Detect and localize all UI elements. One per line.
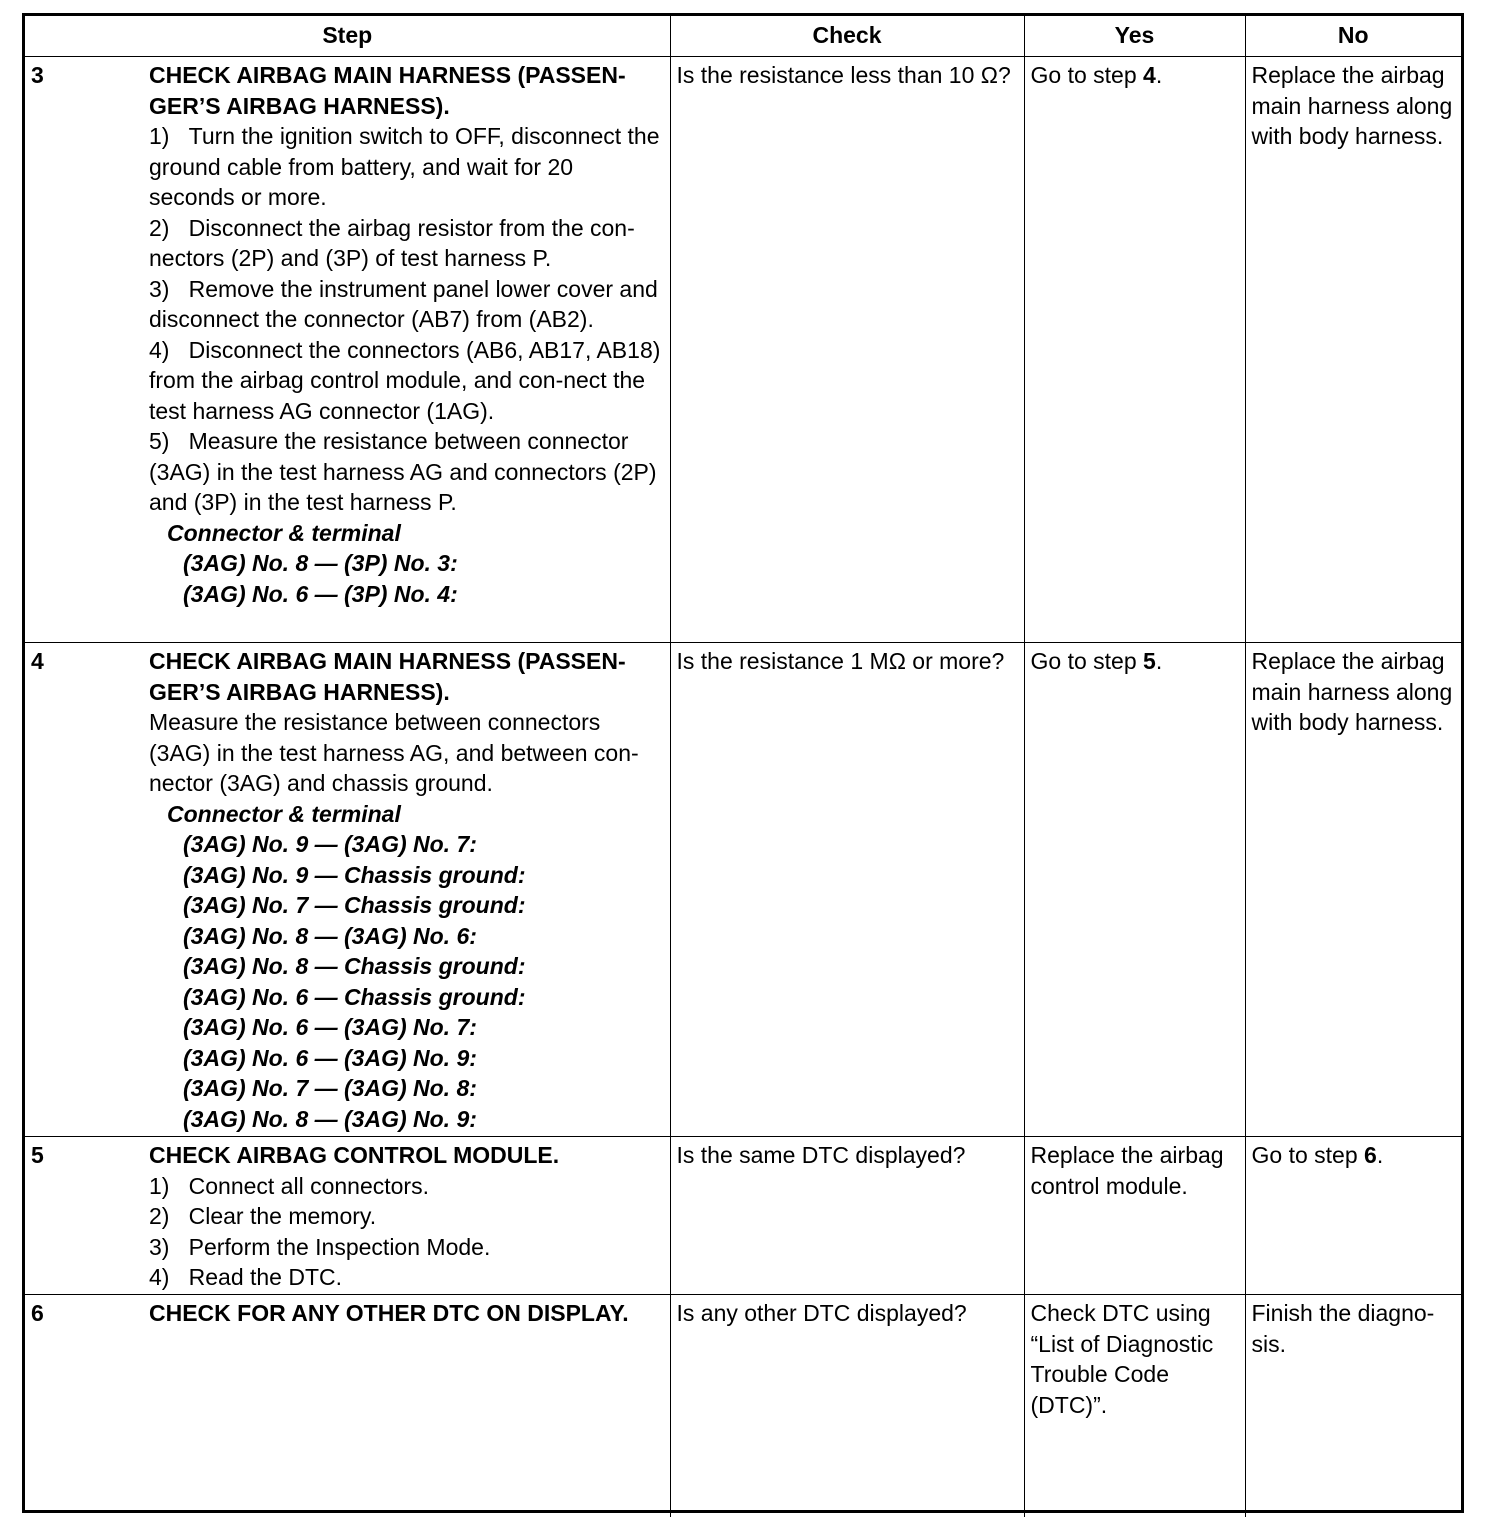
connector-terminal-item: (3AG) No. 7 — Chassis ground: <box>183 892 526 918</box>
header-check: Check <box>670 16 1024 57</box>
table-row <box>25 643 1461 1137</box>
no-cell-text <box>1252 60 1456 152</box>
check-cell: Is the resistance less than 10 Ω? <box>670 57 1024 643</box>
step-number: 4 <box>31 648 44 674</box>
step-title: CHECK AIRBAG MAIN HARNESS (PASSEN-GER’S AIRBAG HARNESS). <box>149 62 626 119</box>
step-number: 6 <box>31 1300 44 1326</box>
connector-terminal-item: (3AG) No. 6 — Chassis ground: <box>183 983 526 1010</box>
step-cell <box>25 57 670 643</box>
connector-terminal-item: (3AG) No. 6 — (3AG) No. 7: <box>183 1014 477 1040</box>
check-cell: Is any other DTC displayed? <box>670 1295 1024 1517</box>
no-cell <box>1245 1137 1461 1295</box>
instruction-item: 4) Disconnect the connectors (AB6, AB17, AB18) from the airbag control module, and con-nect the test harness AG connector (1AG). <box>149 336 661 424</box>
yes-cell-step-number: 5 <box>1143 648 1156 674</box>
yes-cell-suffix: . <box>1155 648 1163 674</box>
connector-terminal-item: (3AG) No. 9 — Chassis ground: <box>183 861 526 888</box>
yes-cell-text <box>1031 1140 1239 1201</box>
no-cell-prefix: Replace the airbag main harness along with body harness. <box>1251 648 1453 735</box>
connector-terminal-item: (3AG) No. 6 — (3AG) No. 9: <box>183 1044 477 1071</box>
instruction-item: 2) Disconnect the airbag resistor from the con-nectors (2P) and (3P) of test harness P. <box>149 214 635 271</box>
diagnostic-table <box>25 16 1461 1517</box>
no-cell-text <box>1252 1298 1456 1359</box>
yes-cell-text <box>1031 1298 1239 1420</box>
header-yes: Yes <box>1024 16 1245 57</box>
no-cell-prefix: Replace the airbag main harness along with body harness. <box>1251 62 1453 149</box>
table-row <box>25 57 1461 643</box>
connector-terminal-item: (3AG) No. 8 — (3AG) No. 9: <box>183 1105 477 1132</box>
no-cell <box>1245 643 1461 1137</box>
check-cell: Is the same DTC displayed? <box>670 1137 1024 1295</box>
yes-cell <box>1024 57 1245 643</box>
header-step: Step <box>25 16 670 57</box>
instruction-item: 4) Read the DTC. <box>149 1264 343 1290</box>
header-row <box>25 16 1461 57</box>
no-cell-prefix: Finish the diagno-sis. <box>1251 1300 1435 1357</box>
instruction-item: 5) Measure the resistance between connector (3AG) in the test harness AG and connectors (2P) and (3P) in the test harness P. <box>149 428 657 515</box>
instruction-item: 3) Remove the instrument panel lower cover and disconnect the connector (AB7) from (AB2). <box>149 275 658 332</box>
yes-cell-suffix: . <box>1155 62 1163 88</box>
instruction-item: 1) Turn the ignition switch to OFF, disconnect the ground cable from battery, and wait for 20 seconds or more. <box>149 123 660 210</box>
instruction-item: Measure the resistance between connectors (3AG) in the test harness AG, and between con-nector (3AG) and chassis ground. <box>149 709 639 796</box>
yes-cell-text <box>1031 646 1239 677</box>
no-cell-step-number: 6 <box>1364 1142 1377 1168</box>
yes-cell-prefix: Go to step <box>1030 648 1144 674</box>
instruction-item: 3) Perform the Inspection Mode. <box>149 1233 491 1260</box>
step-title: CHECK AIRBAG CONTROL MODULE. <box>149 1142 560 1168</box>
step-number: 5 <box>31 1142 44 1168</box>
step-title: CHECK FOR ANY OTHER DTC ON DISPLAY. <box>149 1300 629 1326</box>
yes-cell <box>1024 1295 1245 1517</box>
connector-terminal-item: (3AG) No. 6 — (3P) No. 4: <box>183 580 458 607</box>
step-title: CHECK AIRBAG MAIN HARNESS (PASSEN-GER’S AIRBAG HARNESS). <box>149 648 626 705</box>
yes-cell-prefix: Replace the airbag control module. <box>1030 1142 1224 1199</box>
connector-terminal-item: (3AG) No. 8 — (3AG) No. 6: <box>183 922 477 949</box>
connector-terminal-item: (3AG) No. 8 — Chassis ground: <box>183 953 526 979</box>
connector-terminal-item: (3AG) No. 7 — (3AG) No. 8: <box>183 1075 477 1101</box>
connector-terminal-heading: Connector & terminal <box>167 519 401 546</box>
step-cell <box>25 1295 670 1517</box>
no-cell <box>1245 1295 1461 1517</box>
no-cell <box>1245 57 1461 643</box>
check-cell: Is the resistance 1 MΩ or more? <box>670 643 1024 1137</box>
step-cell <box>25 643 670 1137</box>
yes-cell-text <box>1031 60 1239 91</box>
no-cell-text <box>1252 1140 1456 1171</box>
connector-terminal-item: (3AG) No. 9 — (3AG) No. 7: <box>183 831 477 857</box>
step-number: 3 <box>31 62 44 88</box>
no-cell-suffix: . <box>1376 1142 1384 1168</box>
step-cell <box>25 1137 670 1295</box>
yes-cell-prefix: Check DTC using “List of Diagnostic Trouble Code (DTC)”. <box>1030 1300 1214 1418</box>
yes-cell <box>1024 1137 1245 1295</box>
table-body <box>25 57 1461 1517</box>
yes-cell-prefix: Go to step <box>1030 62 1144 88</box>
yes-cell <box>1024 643 1245 1137</box>
instruction-item: 1) Connect all connectors. <box>149 1172 429 1199</box>
yes-cell-step-number: 4 <box>1143 62 1156 88</box>
table-row <box>25 1137 1461 1295</box>
instruction-item: 2) Clear the memory. <box>149 1203 377 1229</box>
no-cell-text <box>1252 646 1456 738</box>
table-row <box>25 1295 1461 1517</box>
connector-terminal-item: (3AG) No. 8 — (3P) No. 3: <box>183 550 458 576</box>
header-no: No <box>1245 16 1461 57</box>
diagnostic-table-frame <box>22 13 1464 1513</box>
no-cell-prefix: Go to step <box>1251 1142 1365 1168</box>
connector-terminal-heading: Connector & terminal <box>167 800 401 827</box>
